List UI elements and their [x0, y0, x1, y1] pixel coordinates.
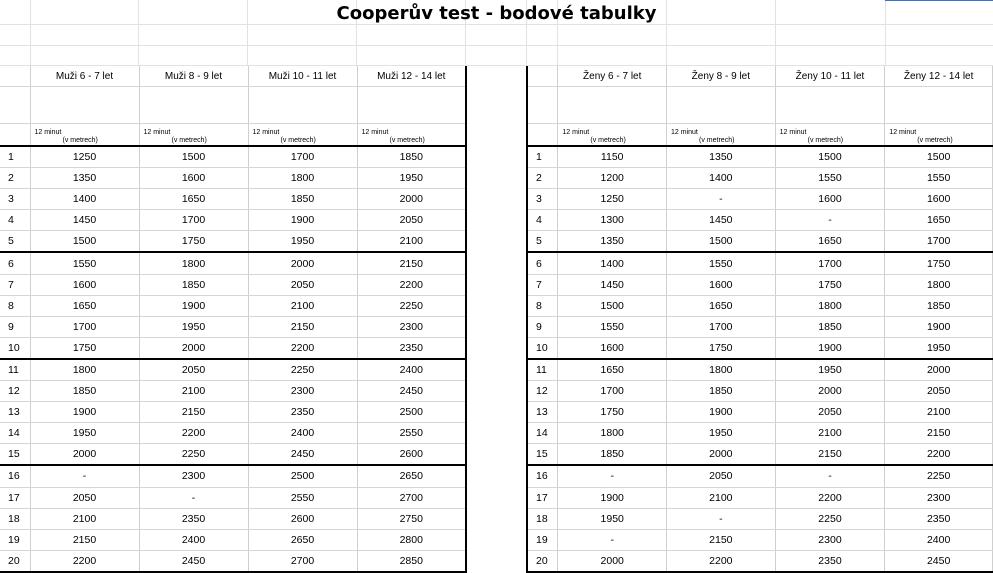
- score-cell: 1950: [357, 168, 466, 189]
- table-row: [0, 487, 466, 508]
- score-cell: 2500: [248, 465, 357, 487]
- score-cell: -: [775, 465, 885, 487]
- row-number: 5: [0, 231, 30, 253]
- score-cell: 2650: [357, 465, 466, 487]
- row-number: 20: [0, 550, 30, 572]
- table-row: [0, 146, 466, 168]
- table-row: [527, 316, 993, 337]
- score-cell: 1950: [30, 423, 139, 444]
- score-cell: 2050: [357, 210, 466, 231]
- score-cell: 1700: [775, 252, 885, 274]
- score-cell: 2100: [30, 508, 139, 529]
- score-cell: 1450: [558, 274, 667, 295]
- table-row: [527, 295, 993, 316]
- score-cell: 2150: [667, 529, 776, 550]
- score-cell: 1900: [775, 337, 885, 359]
- row-number: 8: [527, 295, 558, 316]
- table-row: [0, 295, 466, 316]
- table-row: [0, 465, 466, 487]
- score-cell: 2000: [885, 359, 993, 381]
- score-cell: 1800: [30, 359, 139, 381]
- score-cell: 1800: [139, 252, 248, 274]
- score-cell: 2450: [357, 381, 466, 402]
- score-cell: 1950: [885, 337, 993, 359]
- score-cell: 1700: [248, 146, 357, 168]
- table-row: [527, 337, 993, 359]
- score-cell: 1450: [30, 210, 139, 231]
- score-cell: 2350: [248, 402, 357, 423]
- row-number: 4: [0, 210, 30, 231]
- score-cell: 2350: [885, 508, 993, 529]
- unit-label: 12 minut (v metrech): [30, 124, 139, 147]
- score-cell: 1650: [139, 189, 248, 210]
- row-number: 14: [527, 423, 558, 444]
- score-cell: 1600: [885, 189, 993, 210]
- corner-cell: [0, 66, 30, 87]
- score-cell: -: [558, 529, 667, 550]
- score-cell: 1850: [30, 381, 139, 402]
- score-cell: 2500: [357, 402, 466, 423]
- score-cell: 1850: [357, 146, 466, 168]
- score-cell: 1550: [885, 168, 993, 189]
- score-cell: 2350: [775, 550, 885, 572]
- score-cell: 1850: [667, 381, 776, 402]
- score-cell: 1650: [885, 210, 993, 231]
- unit-label: 12 minut (v metrech): [248, 124, 357, 147]
- table-row: [527, 274, 993, 295]
- score-cell: 1900: [248, 210, 357, 231]
- score-cell: 2350: [357, 337, 466, 359]
- score-cell: 2050: [248, 274, 357, 295]
- row-number: 17: [0, 487, 30, 508]
- column-header: Ženy 6 - 7 let: [558, 66, 667, 87]
- score-cell: 1550: [775, 168, 885, 189]
- unit-label: 12 minut (v metrech): [775, 124, 885, 147]
- row-number: 13: [527, 402, 558, 423]
- row-number: 12: [527, 381, 558, 402]
- score-cell: 1950: [248, 231, 357, 253]
- score-cell: 1550: [30, 252, 139, 274]
- row-number: 8: [0, 295, 30, 316]
- unit-label: 12 minut (v metrech): [558, 124, 667, 147]
- column-header: Muži 12 - 14 let: [357, 66, 466, 87]
- row-number: 6: [0, 252, 30, 274]
- score-cell: 1800: [667, 359, 776, 381]
- score-cell: 1400: [667, 168, 776, 189]
- score-cell: 2700: [357, 487, 466, 508]
- score-cell: 1550: [558, 316, 667, 337]
- table-row: [527, 465, 993, 487]
- score-cell: 2150: [30, 529, 139, 550]
- row-number: 9: [527, 316, 558, 337]
- unit-label: 12 minut (v metrech): [667, 124, 776, 147]
- score-cell: 1700: [30, 316, 139, 337]
- score-cell: 2000: [248, 252, 357, 274]
- row-number: 14: [0, 423, 30, 444]
- row-number: 15: [0, 444, 30, 466]
- score-cell: 2300: [885, 487, 993, 508]
- score-cell: 2050: [775, 402, 885, 423]
- row-number: 5: [527, 231, 558, 253]
- unit-label: 12 minut (v metrech): [357, 124, 466, 147]
- table-row: [527, 487, 993, 508]
- score-cell: 1400: [558, 252, 667, 274]
- score-cell: 1350: [30, 168, 139, 189]
- table-row: [0, 423, 466, 444]
- score-cell: -: [775, 210, 885, 231]
- row-number: 11: [527, 359, 558, 381]
- table-row: [0, 316, 466, 337]
- score-cell: 2550: [248, 487, 357, 508]
- row-number: 7: [0, 274, 30, 295]
- score-cell: 2150: [248, 316, 357, 337]
- score-cell: 2800: [357, 529, 466, 550]
- score-cell: 2400: [139, 529, 248, 550]
- row-number: 1: [0, 146, 30, 168]
- score-cell: 1450: [667, 210, 776, 231]
- table-row: [527, 444, 993, 466]
- score-cell: 1750: [775, 274, 885, 295]
- row-number: 9: [0, 316, 30, 337]
- score-cell: 2150: [139, 402, 248, 423]
- score-cell: 2150: [885, 423, 993, 444]
- score-cell: 2250: [357, 295, 466, 316]
- score-cell: 1950: [667, 423, 776, 444]
- score-cell: 1850: [139, 274, 248, 295]
- table-row: [527, 508, 993, 529]
- score-cell: 1150: [558, 146, 667, 168]
- table-row: [527, 529, 993, 550]
- score-cell: 2750: [357, 508, 466, 529]
- row-number: 18: [527, 508, 558, 529]
- table-row: [527, 231, 993, 253]
- row-number: 11: [0, 359, 30, 381]
- table-row: [0, 381, 466, 402]
- men-score-table: [0, 66, 467, 573]
- score-cell: 1600: [30, 274, 139, 295]
- score-cell: 1800: [248, 168, 357, 189]
- score-cell: 2000: [30, 444, 139, 466]
- table-row: [0, 189, 466, 210]
- score-cell: 2050: [139, 359, 248, 381]
- score-cell: 1900: [30, 402, 139, 423]
- row-number: 10: [0, 337, 30, 359]
- score-cell: 1750: [30, 337, 139, 359]
- row-number: 3: [527, 189, 558, 210]
- score-cell: 2200: [885, 444, 993, 466]
- score-cell: 2150: [775, 444, 885, 466]
- score-cell: 2300: [248, 381, 357, 402]
- row-number: 17: [527, 487, 558, 508]
- row-number: 16: [0, 465, 30, 487]
- score-cell: 1500: [775, 146, 885, 168]
- score-cell: 1200: [558, 168, 667, 189]
- score-cell: 1600: [558, 337, 667, 359]
- sheet-title: Cooperův test - bodové tabulky: [336, 3, 657, 24]
- score-cell: 1700: [885, 231, 993, 253]
- table-row: [0, 252, 466, 274]
- score-cell: 1950: [558, 508, 667, 529]
- table-row: [0, 529, 466, 550]
- score-cell: 2600: [248, 508, 357, 529]
- score-cell: 1700: [667, 316, 776, 337]
- column-header: Ženy 12 - 14 let: [885, 66, 993, 87]
- score-cell: -: [139, 487, 248, 508]
- score-cell: 1550: [667, 252, 776, 274]
- score-cell: 2200: [357, 274, 466, 295]
- column-header: Muži 6 - 7 let: [30, 66, 139, 87]
- score-cell: 2100: [139, 381, 248, 402]
- column-header: Ženy 8 - 9 let: [667, 66, 776, 87]
- score-cell: 1650: [667, 295, 776, 316]
- table-row: [0, 508, 466, 529]
- score-cell: 1500: [885, 146, 993, 168]
- score-cell: 2300: [139, 465, 248, 487]
- score-cell: 2450: [885, 550, 993, 572]
- table-row: [527, 402, 993, 423]
- score-cell: 2450: [139, 550, 248, 572]
- score-cell: 2150: [357, 252, 466, 274]
- score-cell: 2850: [357, 550, 466, 572]
- row-number: 13: [0, 402, 30, 423]
- table-row: [0, 359, 466, 381]
- row-number: 7: [527, 274, 558, 295]
- score-cell: 1850: [248, 189, 357, 210]
- score-cell: 2050: [30, 487, 139, 508]
- score-cell: 1600: [139, 168, 248, 189]
- score-cell: 1600: [775, 189, 885, 210]
- score-cell: 2100: [775, 423, 885, 444]
- table-row: [527, 210, 993, 231]
- table-row: [0, 210, 466, 231]
- row-number: 10: [527, 337, 558, 359]
- score-cell: 2400: [248, 423, 357, 444]
- score-cell: 1800: [775, 295, 885, 316]
- column-header: Muži 8 - 9 let: [139, 66, 248, 87]
- score-cell: 2300: [775, 529, 885, 550]
- row-number: 2: [527, 168, 558, 189]
- unit-label: 12 minut (v metrech): [885, 124, 993, 147]
- table-row: [0, 550, 466, 572]
- row-number: 4: [527, 210, 558, 231]
- table-row: [527, 252, 993, 274]
- row-number: 15: [527, 444, 558, 466]
- score-cell: 2400: [357, 359, 466, 381]
- score-cell: 2250: [139, 444, 248, 466]
- score-cell: 2650: [248, 529, 357, 550]
- score-cell: 2050: [667, 465, 776, 487]
- unit-label: 12 minut (v metrech): [139, 124, 248, 147]
- score-cell: 2100: [667, 487, 776, 508]
- score-cell: 2200: [775, 487, 885, 508]
- score-cell: 1900: [667, 402, 776, 423]
- column-header: Ženy 10 - 11 let: [775, 66, 885, 87]
- score-cell: 2000: [667, 444, 776, 466]
- score-cell: 2200: [248, 337, 357, 359]
- score-cell: -: [558, 465, 667, 487]
- score-cell: 2350: [139, 508, 248, 529]
- score-cell: 2700: [248, 550, 357, 572]
- score-cell: 1750: [558, 402, 667, 423]
- score-cell: 2600: [357, 444, 466, 466]
- score-cell: 2400: [885, 529, 993, 550]
- score-cell: 2250: [248, 359, 357, 381]
- score-cell: -: [667, 508, 776, 529]
- score-cell: 1850: [775, 316, 885, 337]
- score-cell: 1700: [139, 210, 248, 231]
- score-cell: 2100: [885, 402, 993, 423]
- score-cell: 1950: [775, 359, 885, 381]
- score-cell: 1950: [139, 316, 248, 337]
- row-number: 19: [0, 529, 30, 550]
- score-cell: 1900: [139, 295, 248, 316]
- row-number: 2: [0, 168, 30, 189]
- score-cell: 2050: [885, 381, 993, 402]
- table-row: [0, 337, 466, 359]
- score-cell: -: [30, 465, 139, 487]
- corner-cell: [527, 66, 558, 87]
- table-row: [0, 444, 466, 466]
- score-cell: 2100: [248, 295, 357, 316]
- score-cell: 2300: [357, 316, 466, 337]
- table-row: [527, 189, 993, 210]
- row-number: 19: [527, 529, 558, 550]
- score-cell: 2100: [357, 231, 466, 253]
- score-cell: 1300: [558, 210, 667, 231]
- score-cell: 1350: [558, 231, 667, 253]
- score-cell: 1400: [30, 189, 139, 210]
- score-cell: 1800: [558, 423, 667, 444]
- women-score-table: [526, 66, 993, 573]
- row-number: 20: [527, 550, 558, 572]
- score-cell: 1250: [30, 146, 139, 168]
- table-row: [0, 231, 466, 253]
- column-header: Muži 10 - 11 let: [248, 66, 357, 87]
- score-cell: 1500: [30, 231, 139, 253]
- score-cell: 2200: [667, 550, 776, 572]
- score-cell: 2000: [139, 337, 248, 359]
- score-cell: 2450: [248, 444, 357, 466]
- table-row: [527, 359, 993, 381]
- table-row: [0, 274, 466, 295]
- score-cell: 1500: [667, 231, 776, 253]
- row-number: 16: [527, 465, 558, 487]
- score-cell: 1750: [885, 252, 993, 274]
- score-cell: 1700: [558, 381, 667, 402]
- score-cell: 2000: [558, 550, 667, 572]
- table-row: [0, 168, 466, 189]
- score-cell: 1800: [885, 274, 993, 295]
- score-cell: 1500: [139, 146, 248, 168]
- score-cell: 2000: [775, 381, 885, 402]
- score-cell: 2000: [357, 189, 466, 210]
- score-cell: -: [667, 189, 776, 210]
- score-cell: 2200: [139, 423, 248, 444]
- table-row: [527, 168, 993, 189]
- score-cell: 1900: [558, 487, 667, 508]
- row-number: 6: [527, 252, 558, 274]
- score-cell: 1850: [885, 295, 993, 316]
- table-row: [527, 423, 993, 444]
- score-cell: 2550: [357, 423, 466, 444]
- score-cell: 1500: [558, 295, 667, 316]
- score-cell: 1650: [558, 359, 667, 381]
- row-number: 3: [0, 189, 30, 210]
- table-row: [0, 402, 466, 423]
- score-cell: 1900: [885, 316, 993, 337]
- score-cell: 1750: [667, 337, 776, 359]
- score-cell: 1350: [667, 146, 776, 168]
- table-row: [527, 550, 993, 572]
- score-cell: 1600: [667, 274, 776, 295]
- score-cell: 2200: [30, 550, 139, 572]
- score-cell: 1850: [558, 444, 667, 466]
- row-number: 18: [0, 508, 30, 529]
- row-number: 12: [0, 381, 30, 402]
- score-cell: 1750: [139, 231, 248, 253]
- score-cell: 1650: [775, 231, 885, 253]
- score-cell: 1250: [558, 189, 667, 210]
- table-row: [527, 381, 993, 402]
- score-cell: 2250: [775, 508, 885, 529]
- row-number: 1: [527, 146, 558, 168]
- table-row: [527, 146, 993, 168]
- score-cell: 1650: [30, 295, 139, 316]
- score-cell: 2250: [885, 465, 993, 487]
